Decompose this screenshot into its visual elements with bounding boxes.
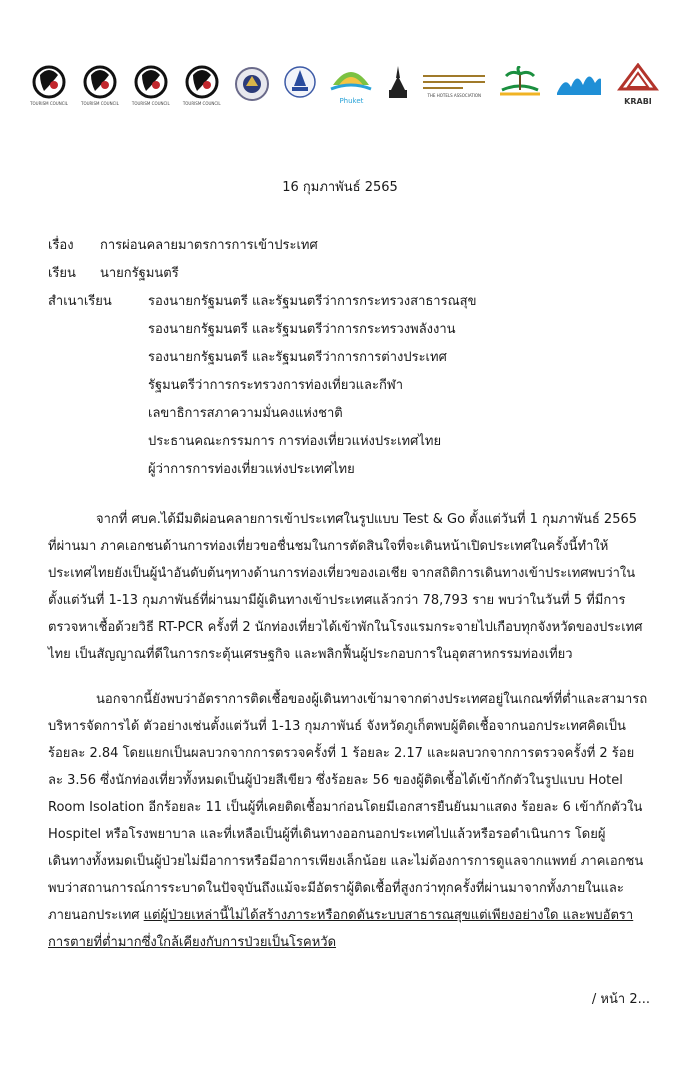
paragraph-line: พบว่าสถานการณ์การระบาดในปัจจุบันถึงแม้จะมีอัตราผู้ติดเชื้อที่สูงกว่าทุกครั้งที่ผ่านมาจากทั้งภายในและ (48, 881, 624, 896)
cc-item: เลขาธิการสภาความมั่นคงแห่งชาติ (148, 406, 343, 421)
wave-logo (555, 67, 603, 101)
logo-caption: KRABI (624, 96, 652, 106)
krabi-roof-icon (616, 63, 660, 97)
palm-tree-logo (498, 66, 542, 102)
page-continuation: / หน้า 2... (591, 992, 650, 1007)
phuket-emblem-icon (329, 63, 373, 97)
paragraph-text: ภายนอกประเทศ (48, 908, 144, 923)
tourism-council-emblem-icon (81, 63, 119, 101)
logo-caption: TOURISM COUNCIL (30, 100, 68, 106)
logo-caption: THE HOTELS ASSOCIATION (427, 92, 482, 98)
tourism-council-logo-1 (30, 63, 68, 106)
cc-item: ประธานคณะกรรมการ การท่องเที่ยวแห่งประเทศไทย (148, 434, 442, 449)
cc-item: รองนายกรัฐมนตรี และรัฐมนตรีว่าการกระทรวงพลังงาน (148, 322, 456, 337)
paragraph-line: บริหารจัดการได้ ตัวอย่างเช่นตั้งแต่วันที่ 1-13 กุมภาพันธ์ จังหวัดภูเก็ตพบผู้ติดเชื้อจากนอกประเทศคิดเป็น (48, 719, 626, 734)
hotels-association-logo (423, 71, 485, 98)
paragraph-line: ร้อยละ 2.84 โดยแยกเป็นผลบวกจากการตรวจครั้งที่ 1 ร้อยละ 2.17 และผลบวกจากการตรวจครั้งที่ 2 ร้อย (48, 746, 635, 761)
wave-icon (555, 67, 603, 101)
paragraph-line (48, 929, 628, 956)
paragraph-line: จากที่ ศบค.ได้มีมติผ่อนคลายการเข้าประเทศในรูปแบบ Test & Go ตั้งแต่วันที่ 1 กุมภาพันธ์ 2565 (96, 512, 638, 527)
tourism-council-logo-2 (81, 63, 119, 106)
paragraph-line: ไทย เป็นสัญญาณที่ดีในการกระตุ้นเศรษฐกิจ และพลิกฟื้นผู้ประกอบการในอุตสาหกรรมท่องเที่ยว (48, 647, 573, 662)
paragraph-line: ตั้งแต่วันที่ 1-13 กุมภาพันธ์ที่ผ่านมามีผู้เดินทางเข้าประเทศแล้วกว่า 78,793 ราย พบว่าในวันที่ 5 ที่มีการ (48, 593, 626, 608)
logo-strip (30, 58, 660, 110)
paragraph-line: ตรวจหาเชื้อด้วยวิธี RT-PCR ครั้งที่ 2 นักท่องเที่ยวได้เข้าพักในโรงแรมกระจายไปเกือบทุกจังหวัดของประเทศ (48, 620, 643, 635)
logo-caption: TOURISM COUNCIL (182, 100, 221, 106)
paragraph-line: Room Isolation อีกร้อยละ 11 เป็นผู้ที่เคยติดเชื้อมาก่อนโดยมีเอกสารยืนยันมาแสดง ร้อยละ 6 เข้ากักตัวใน (48, 800, 643, 815)
logo-caption: TOURISM COUNCIL (81, 100, 119, 106)
cc-label: สำเนาเรียน (48, 294, 112, 309)
tourism-council-logo-4 (183, 63, 221, 106)
round-emblem-logo (234, 66, 270, 102)
palm-tree-icon (498, 66, 542, 102)
cc-item: รองนายกรัฐมนตรี และรัฐมนตรีว่าการกระทรวงสาธารณสุข (148, 294, 477, 309)
temple-icon (386, 64, 410, 104)
phuket-logo (329, 63, 373, 105)
paragraph-line (48, 902, 634, 929)
logo-caption: TOURISM COUNCIL (131, 100, 170, 106)
paragraph-line: ละ 3.56 ซึ่งนักท่องเที่ยวทั้งหมดเป็นผู้ป่วยสีเขียว ซึ่งร้อยละ 56 ของผู้ติดเชื้อได้เข้ากักตัวในรูปแบบ Hotel (48, 773, 623, 788)
blue-emblem-logo (283, 64, 317, 104)
letter-date: 16 กุมภาพันธ์ 2565 (282, 180, 398, 195)
hotels-association-mark-icon (423, 71, 485, 93)
underlined-statement: การตายที่ต่ำมากซึ่งใกล้เคียงกับการป่วยเป็นโรคหวัด (48, 935, 337, 950)
round-emblem-icon (234, 66, 270, 102)
tourism-council-emblem-icon (132, 63, 170, 101)
underlined-statement: แต่ผู้ป่วยเหล่านี้ไม่ได้สร้างภาระหรือกดดันระบบสาธารณสุขแต่เพียงอย่างใด และพบอัตรา (143, 908, 634, 923)
cc-item: รองนายกรัฐมนตรี และรัฐมนตรีว่าการการต่างประเทศ (148, 350, 447, 365)
body-paragraph-2 (48, 686, 648, 956)
paragraph-line: ประเทศไทยยังเป็นผู้นำอันดับต้นๆทางด้านการท่องเที่ยวของเอเชีย จากสถิติการเดินทางเข้าประเทศพบว่าใน (48, 566, 636, 581)
logo-caption: Phuket (339, 97, 364, 105)
paragraph-line: ที่ผ่านมา ภาคเอกชนด้านการท่องเที่ยวขอชื่นชมในการตัดสินใจที่จะเดินหน้าเปิดประเทศในครั้งนี้ทำให้ (48, 539, 609, 554)
tourism-council-logo-3 (132, 63, 170, 106)
addressee-text: นายกรัฐมนตรี (100, 266, 179, 281)
paragraph-line: Hospitel หรือโรงพยาบาล และที่เหลือเป็นผู้ที่เดินทางออกนอกประเทศไปแล้วหรือรอดำเนินการ โดยผู้ (48, 827, 606, 842)
addressee-label: เรียน (48, 266, 76, 281)
paragraph-line: นอกจากนี้ยังพบว่าอัตราการติดเชื้อของผู้เดินทางเข้ามาจากต่างประเทศอยู่ในเกณฑ์ที่ต่ำและสามารถ (96, 692, 648, 707)
tourism-council-emblem-icon (183, 63, 221, 101)
temple-logo (386, 64, 410, 104)
subject-label: เรื่อง (48, 238, 74, 253)
paragraph-line: เดินทางทั้งหมดเป็นผู้ป่วยไม่มีอาการหรือมีอาการเพียงเล็กน้อย และไม่ต้องการการดูแลจากแพทย์ ภาคเอกชน (48, 854, 644, 869)
cc-item: รัฐมนตรีว่าการกระทรวงการท่องเที่ยวและกีฬา (148, 378, 404, 393)
tourism-council-emblem-icon (30, 63, 68, 101)
cc-item: ผู้ว่าการการท่องเที่ยวแห่งประเทศไทย (148, 462, 355, 477)
blue-emblem-icon (283, 64, 317, 104)
body-paragraph-1 (48, 506, 643, 668)
subject-text: การผ่อนคลายมาตรการการเข้าประเทศ (100, 238, 318, 253)
krabi-logo (616, 63, 660, 106)
